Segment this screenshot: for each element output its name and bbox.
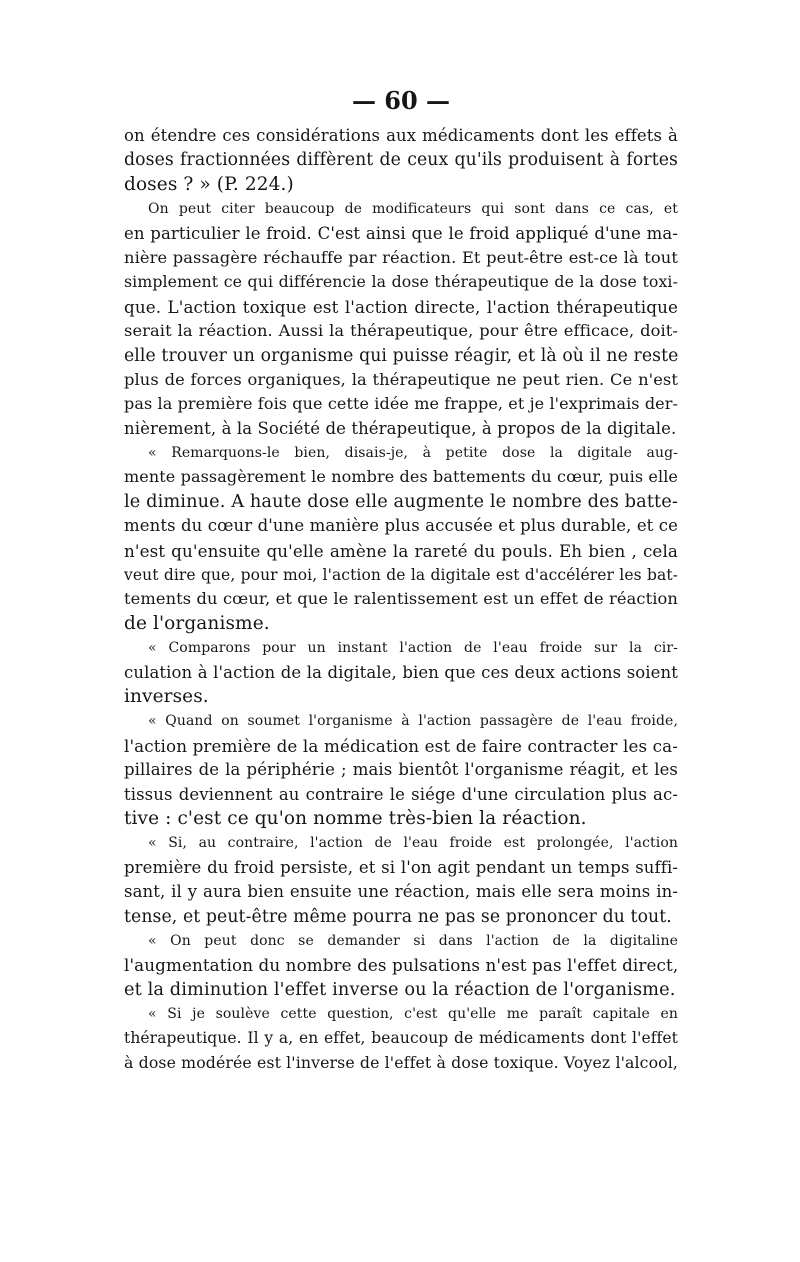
body-text: [124, 124, 678, 1075]
text-line: nière passagère réchauffe par réaction. Et peut-être est-ce là tout: [124, 247, 678, 267]
book-page: [124, 84, 678, 1075]
text-line: « Si je soulève cette question, c'est qu'elle me paraît capitale en: [148, 1006, 678, 1023]
text-line: doses ? » (P. 224.): [124, 173, 294, 195]
text-line: mente passagèrement le nombre des battements du cœur, puis elle: [124, 467, 678, 487]
text-line: plus de forces organiques, la thérapeutique ne peut rien. Ce n'est: [124, 369, 678, 389]
text-line: simplement ce qui différencie la dose thérapeutique de la dose toxi-: [124, 272, 678, 292]
text-line: pillaires de la périphérie ; mais bientôt l'organisme réagit, et les: [124, 760, 678, 780]
text-line: on étendre ces considérations aux médicaments dont les effets à: [124, 126, 678, 145]
text-line: doses fractionnées diffèrent de ceux qu'ils produisent à fortes: [124, 150, 678, 171]
text-line: On peut citer beaucoup de modificateurs qui sont dans ce cas, et: [148, 201, 678, 218]
text-line: en particulier le froid. C'est ainsi que le froid appliqué d'une ma-: [124, 223, 678, 243]
text-line: l'action première de la médication est de faire contracter les ca-: [124, 735, 678, 756]
text-line: « Si, au contraire, l'action de l'eau froide est prolongée, l'action: [148, 835, 678, 852]
text-line: thérapeutique. Il y a, en effet, beaucoup de médicaments dont l'effet: [124, 1029, 678, 1048]
text-line: tements du cœur, et que le ralentissement est un effet de réaction: [124, 589, 678, 609]
text-line: tive : c'est ce qu'on nomme très-bien la réaction.: [124, 807, 587, 829]
text-line: elle trouver un organisme qui puisse réagir, et là où il ne reste: [124, 345, 679, 366]
text-line: « Quand on soumet l'organisme à l'action passagère de l'eau froide,: [148, 713, 678, 730]
text-line: inverses.: [124, 685, 209, 707]
text-line: ments du cœur d'une manière plus accusée et plus durable, et ce: [124, 516, 678, 536]
text-line: veut dire que, pour moi, l'action de la digitale est d'accélérer les bat-: [124, 566, 678, 585]
text-line: serait la réaction. Aussi la thérapeutique, pour être efficace, doit-: [124, 321, 678, 341]
text-line: pas la première fois que cette idée me frappe, et je l'exprimais der-: [124, 394, 678, 414]
text-line: tense, et peut-être même pourra ne pas se prononcer du tout.: [124, 906, 672, 927]
text-line: « On peut donc se demander si dans l'action de la digitaline: [148, 932, 678, 949]
text-line: sant, il y aura bien ensuite une réaction, mais elle sera moins in-: [124, 882, 678, 902]
text-line: première du froid persiste, et si l'on agit pendant un temps suffi-: [124, 857, 678, 877]
text-line: et la diminution l'effet inverse ou la réaction de l'organisme.: [124, 979, 676, 1000]
text-line: nièrement, à la Société de thérapeutique, à propos de la digitale.: [124, 418, 677, 438]
text-line: « Remarquons-le bien, disais-je, à petite dose la digitale aug-: [148, 445, 678, 462]
text-line: de l'organisme.: [124, 612, 270, 634]
text-line: le diminue. A haute dose elle augmente le nombre des batte-: [124, 491, 678, 512]
text-line: culation à l'action de la digitale, bien que ces deux actions soient: [124, 662, 678, 682]
text-line: n'est qu'ensuite qu'elle amène la rareté du pouls. Eh bien , cela: [124, 540, 678, 561]
text-line: que. L'action toxique est l'action directe, l'action thérapeutique: [124, 296, 678, 317]
text-line: tissus deviennent au contraire le siége d'une circulation plus ac-: [124, 784, 678, 804]
text-line: à dose modérée est l'inverse de l'effet à dose toxique. Voyez l'alcool,: [124, 1052, 678, 1072]
text-line: l'augmentation du nombre des pulsations n'est pas l'effet direct,: [124, 955, 679, 976]
text-line: « Comparons pour un instant l'action de l'eau froide sur la cir-: [148, 640, 678, 657]
page-number: — 60 —: [351, 86, 451, 115]
